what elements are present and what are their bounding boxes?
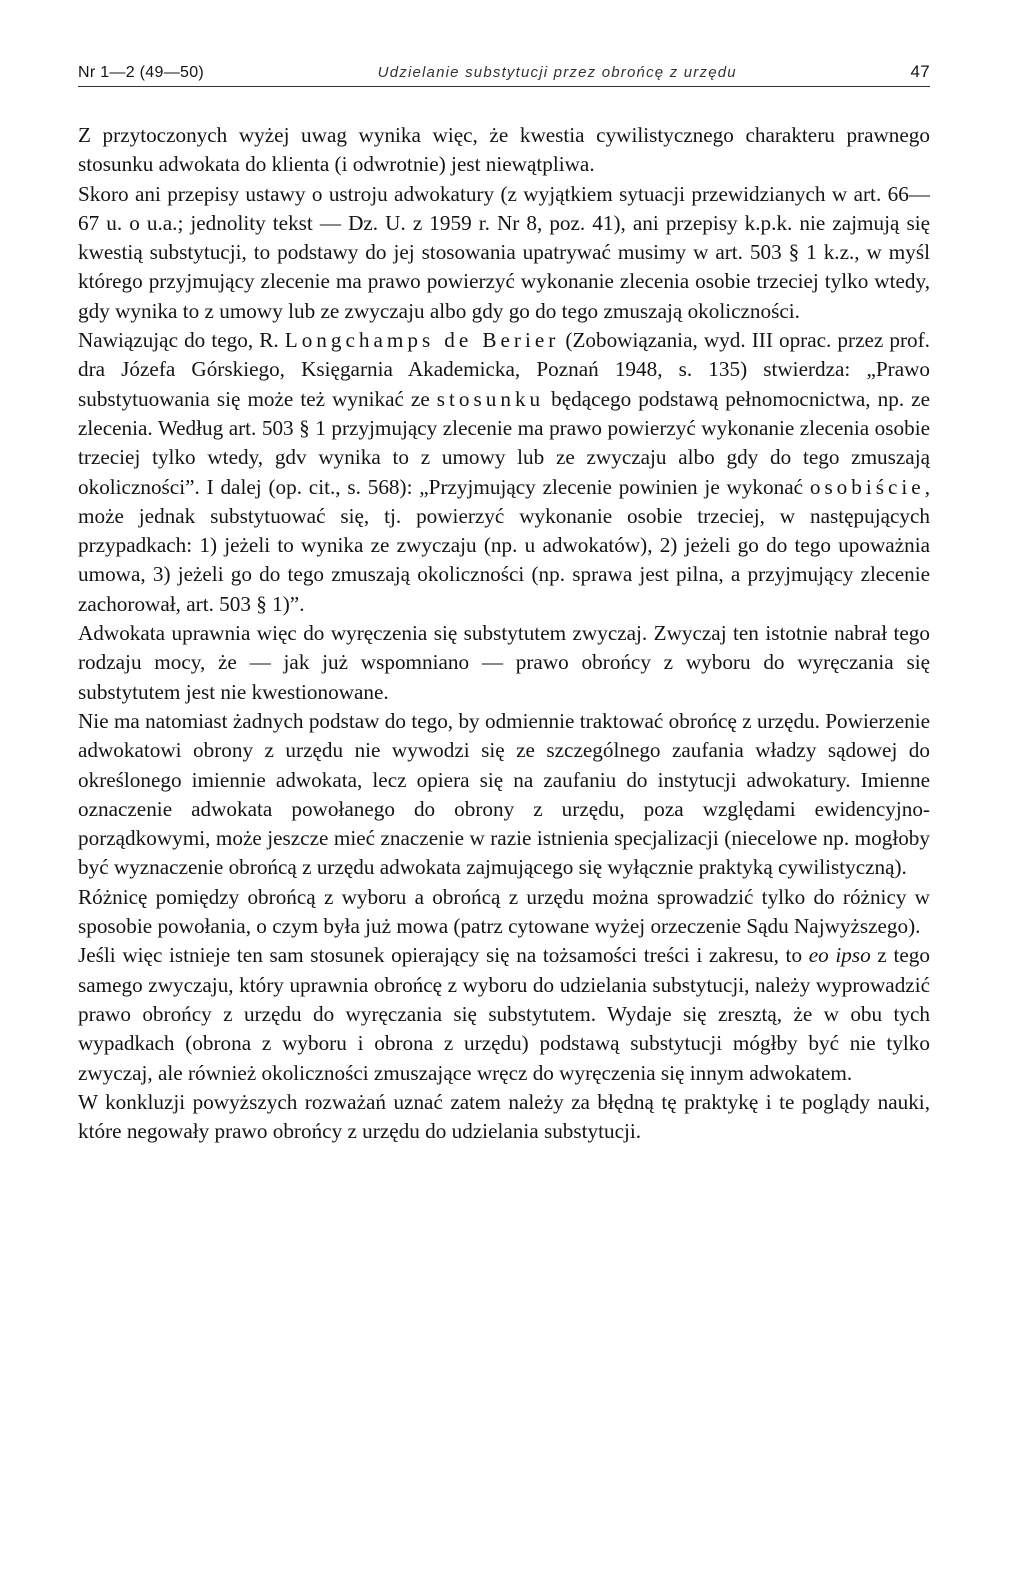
paragraph-3-part-c: będącego podstawą pełnomocnictwa, np. ze zlecenia. Według art. 503 § 1 przyjmujący zlecenie ma prawo powierzyć wykonanie zlecenia osobie trzeciej tylko wtedy, gdv wynika to z umowy lub ze zwyczaju albo gdy do tego zmuszają okoliczności”. I dalej (op. cit., s. 568): „Przyjmujący zlecenie powinien je wykonać bbox=[78, 386, 930, 499]
running-title: Udzielanie substytucji przez obrońcę z urzędu bbox=[377, 64, 737, 81]
paragraph-3-part-a: Nawiązując do tego, R. bbox=[78, 328, 285, 353]
author-name: Longchamps de Berier bbox=[284, 328, 560, 353]
issue-number: Nr 1—2 (49—50) bbox=[78, 64, 205, 81]
paragraph-3 bbox=[78, 326, 930, 619]
paragraph-3-part-b: (Zobowiązania, wyd. III oprac. przez prof. dra Józefa Górskiego, Księgarnia Akademicka, Poznań 1948, s. 135) stwierdza: „Prawo substytuowania się może też wynikać ze bbox=[78, 328, 930, 411]
paragraph-6: Różnicę pomiędzy obrońcą z wyboru a obrońcą z urzędu można sprowadzić tylko do różnicy w sposobie powołania, o czym była już mowa (patrz cytowane wyżej orzeczenie Sądu Najwyższego). bbox=[78, 884, 930, 939]
running-header bbox=[78, 62, 930, 87]
page bbox=[78, 62, 930, 1146]
article-body bbox=[78, 121, 930, 1146]
paragraph-8: W konkluzji powyższych rozważań uznać zatem należy za błędną tę praktykę i te poglądy nauki, które negowały prawo obrońcy z urzędu do udzielania substytucji. bbox=[78, 1089, 930, 1144]
paragraph-1: Z przytoczonych wyżej uwag wynika więc, że kwestia cywilistycznego charakteru prawnego stosunku adwokata do klienta (i odwrotnie) jest niewątpliwa. bbox=[78, 123, 930, 177]
page-number: 47 bbox=[910, 62, 930, 81]
paragraph-5: Nie ma natomiast żadnych podstaw do tego, by odmiennie traktować obrońcę z urzędu. Powierzenie adwokatowi obrony z urzędu nie wywodzi się ze szczególnego zaufania władzy sądowej do określonego imiennie adwokata, lecz opiera się na zaufaniu do instytucji adwokatury. Imienne oznaczenie adwokata powołanego do obrony z urzędu, poza względami ewidencyjno-porządkowymi, może jeszcze mieć znaczenie w razie istnienia specjalizacji (niecelowe np. mogłoby być wyznaczenie obrońcą z urzędu adwokata zajmującego się wyłącznie praktyką cywilistyczną). bbox=[78, 708, 930, 880]
paragraph-7-part-a: Jeśli więc istnieje ten sam stosunek opierający się na tożsamości treści i zakresu, to bbox=[78, 943, 809, 968]
paragraph-7 bbox=[78, 941, 930, 1087]
paragraph-3-part-d: , może jednak substytuować się, tj. powierzyć wykonanie osobie trzeciej, w następujących przypadkach: 1) jeżeli to wynika ze zwyczaju (np. u adwokatów), 2) jeżeli go do tego upoważnia umowa, 3) jeżeli go do tego zmuszają okoliczności (np. sprawa jest pilna, a przyjmujący zlecenie zachorował, art. 503 § 1)”. bbox=[78, 474, 930, 616]
latin-phrase: eo ipso bbox=[808, 943, 871, 968]
paragraph-4: Adwokata uprawnia więc do wyręczenia się substytutem zwyczaj. Zwyczaj ten istotnie nabrał tego rodzaju mocy, że — jak już wspomniano — prawo obrońcy z wyboru do wyręczania się substytutem jest nie kwestionowane. bbox=[78, 621, 930, 704]
paragraph-7-part-b: z tego samego zwyczaju, który uprawnia obrońcę z wyboru do udzielania substytucji, należy wyprowadzić prawo obrońcy z urzędu do wyręczania się substytutem. Wydaje się zresztą, że w obu tych wypadkach (obrona z wyboru i obrona z urzędu) podstawą substytucji mógłby być nie tylko zwyczaj, ale również okoliczności zmuszające wręcz do wyręczenia się innym adwokatem. bbox=[78, 943, 930, 1085]
paragraph-2: Skoro ani przepisy ustawy o ustroju adwokatury (z wyjątkiem sytuacji przewidzianych w art. 66—67 u. o u.a.; jednolity tekst — Dz. U. z 1959 r. Nr 8, poz. 41), ani przepisy k.p.k. nie zajmują się kwestią substytucji, to podstawy do jej stosowania upatrywać musimy w art. 503 § 1 k.z., w myśl którego przyjmujący zlecenie ma prawo powierzyć wykonanie zlecenia osobie trzeciej tylko wtedy, gdy wynika to z umowy lub ze zwyczaju albo gdy go do tego zmuszają okoliczności. bbox=[78, 181, 930, 323]
emphasis-stosunku: stosunku bbox=[436, 386, 545, 411]
emphasis-osobiscie: osobiście bbox=[809, 474, 925, 499]
